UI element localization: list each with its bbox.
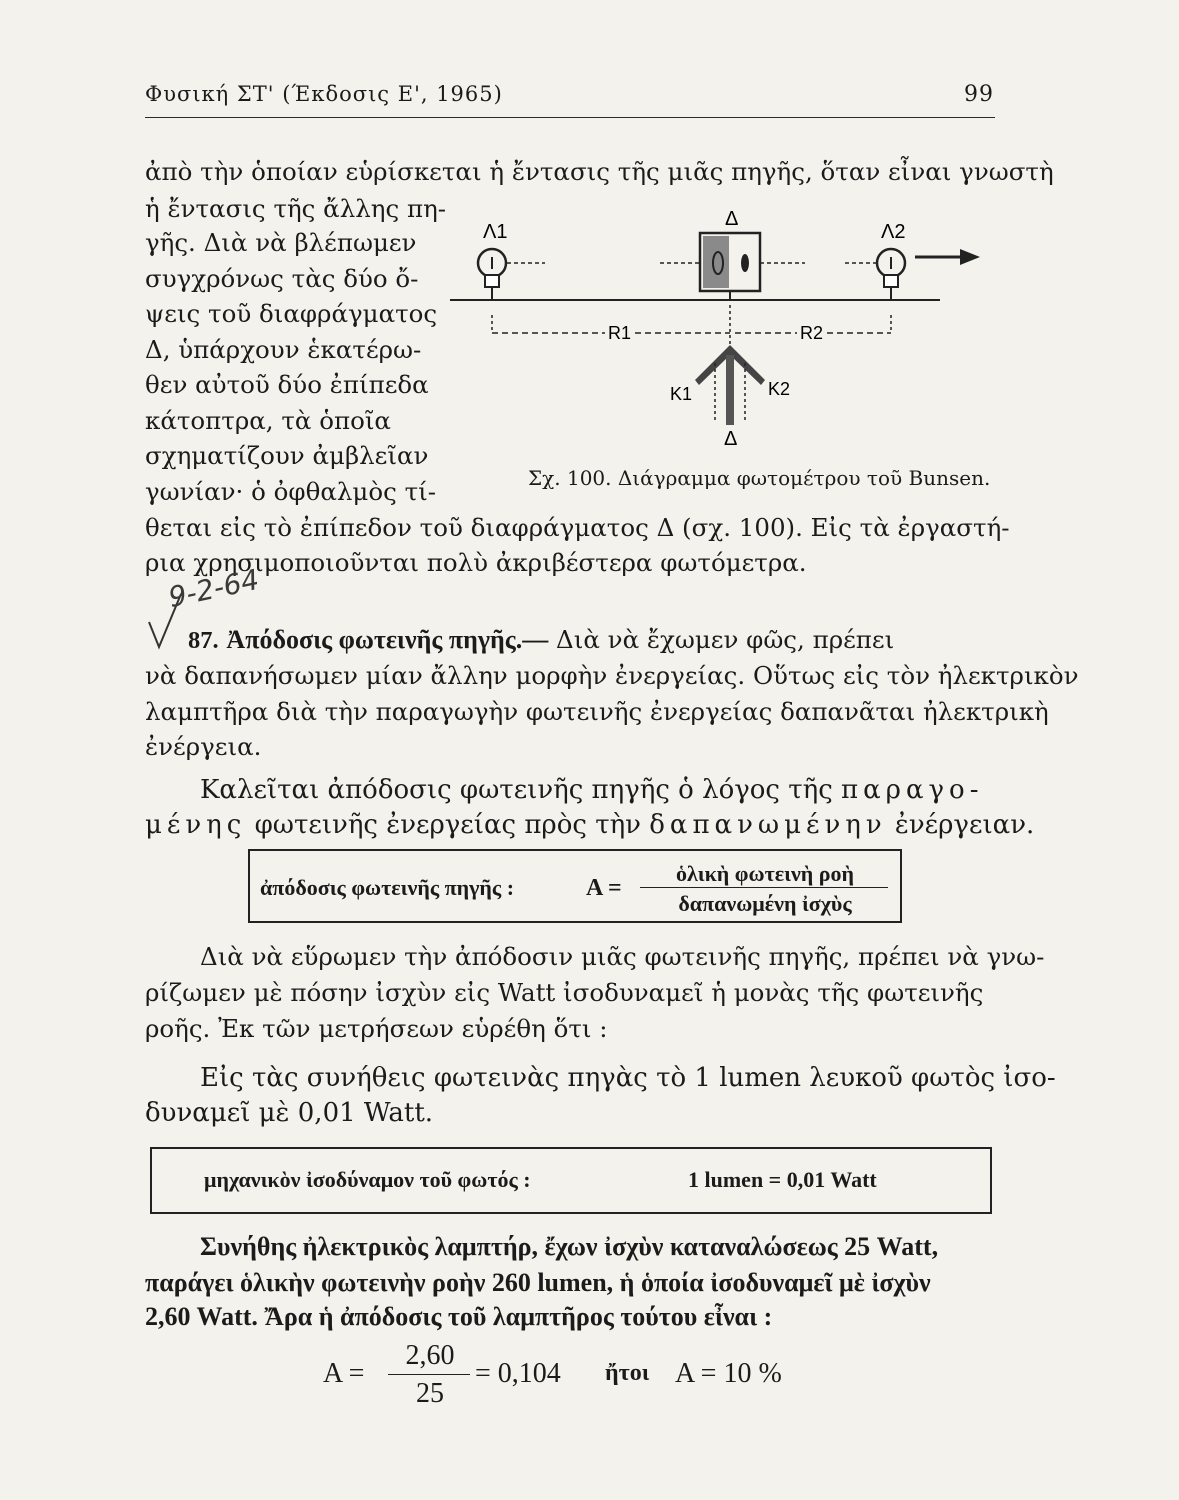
- distance-r2-label: R2: [800, 323, 824, 343]
- definition-line-2: [145, 812, 1034, 838]
- intro-wrap-6: θεν αὐτοῦ δύο ἐπίπεδα: [145, 370, 429, 399]
- result-connector: ἤτοι: [605, 1360, 650, 1386]
- header-rule: [145, 117, 995, 118]
- definition-text-2a: μένης: [145, 810, 247, 840]
- intro-wrap-2: γῆς. Διὰ νὰ βλέπωμεν: [145, 228, 417, 257]
- intro-wrap-3: συγχρόνως τὰς δύο ὄ-: [145, 264, 419, 293]
- intro-wrap-8: σχηματίζουν ἀμβλεῖαν: [145, 441, 429, 470]
- section-87-line-3: λαμπτῆρα διὰ τὴν παραγωγὴν φωτεινῆς ἐνεργείας δαπανᾶται ἠλεκτρικὴ: [145, 697, 1049, 726]
- example-line-2: παράγει ὁλικὴν φωτεινὴν ροὴν 260 lumen, ἡ ὁποία ἰσοδυναμεῖ μὲ ἰσχὺν: [145, 1268, 931, 1297]
- intro-line-after-1: θεται εἰς τὸ ἐπίπεδον τοῦ διαφράγματος Δ (σχ. 100). Εἰς τὰ ἐργαστή-: [145, 513, 1010, 542]
- para2-line-2: ρίζωμεν μὲ πόσην ἰσχὺν εἰς Watt ἰσοδυναμεῖ ἡ μονὰς τῆς φωτεινῆς: [145, 978, 984, 1007]
- photometer-diagram: [445, 205, 985, 460]
- section-87-line-4: ἐνέργεια.: [145, 732, 262, 761]
- intro-wrap-4: ψεις τοῦ διαφράγματος: [145, 299, 438, 328]
- definition-text-2b: φωτεινῆς ἐνεργείας πρὸς τὴν: [254, 810, 641, 840]
- eye-label: Δ: [724, 428, 738, 450]
- efficiency-formula-denominator: δαπανωμένη ἰσχὺς: [678, 891, 852, 916]
- distance-r1-label: R1: [608, 323, 632, 343]
- definition-text-2d: ἐνέργειαν.: [894, 810, 1035, 840]
- para2-line-1: Διὰ νὰ εὕρωμεν τὴν ἀπόδοσιν μιᾶς φωτεινῆς πηγῆς, πρέπει νὰ γνω-: [200, 942, 1045, 971]
- efficiency-formula-label: ἀπόδοσις φωτεινῆς πηγῆς :: [260, 875, 515, 900]
- section-87-text-1: Διὰ νὰ ἔχωμεν φῶς, πρέπει: [556, 625, 895, 654]
- example-line-3: 2,60 Watt. Ἄρα ἡ ἀπόδοσις τοῦ λαμπτῆρος τούτου εἶναι :: [145, 1302, 773, 1331]
- para3-line-2: δυναμεῖ μὲ 0,01 Watt.: [145, 1098, 434, 1128]
- efficiency-formula-lhs: A =: [586, 875, 622, 901]
- lamp-2-icon: [845, 249, 905, 300]
- result-lhs: A =: [323, 1358, 365, 1389]
- mechanical-equivalent-box: [150, 1147, 992, 1214]
- mirror-1-label: K1: [670, 384, 693, 404]
- result-denominator: 25: [416, 1378, 444, 1409]
- running-title: Φυσική ΣΤ' (Έκδοσις Ε', 1965): [145, 82, 503, 106]
- mirrors-icon: [695, 305, 765, 425]
- handwritten-date: 9-2-64: [165, 562, 262, 615]
- definition-text-1a: Καλεῖται ἀπόδοσις φωτεινῆς πηγῆς ὁ λόγος τῆς: [200, 775, 833, 805]
- intro-wrap-9: γωνίαν· ὁ ὀφθαλμὸς τί-: [145, 477, 437, 506]
- example-line-1: Συνήθης ἠλεκτρικὸς λαμπτήρ, ἔχων ἰσχὺν καταναλώσεως 25 Watt,: [200, 1232, 939, 1261]
- section-87-line-2: νὰ δαπανήσωμεν μίαν ἄλλην μορφὴν ἐνεργείας. Οὕτως εἰς τὸν ἠλεκτρικὸν: [145, 661, 1079, 690]
- intro-wrap-1: ἡ ἔντασις τῆς ἄλλης πη-: [145, 194, 447, 223]
- diaphragm-icon: [660, 233, 805, 300]
- definition-text-2c: δαπανωμένην: [649, 810, 887, 840]
- intro-wrap-5: Δ, ὑπάρχουν ἑκατέρω-: [145, 335, 422, 364]
- intro-wrap-7: κάτοπτρα, τὰ ὁποῖα: [145, 406, 391, 435]
- figure-caption: Σχ. 100. Διάγραμμα φωτομέτρου τοῦ Bunsen.: [528, 466, 991, 490]
- lamp-1-label: Λ1: [483, 221, 508, 243]
- diaphragm-label: Δ: [725, 208, 739, 230]
- result-value: = 0,104: [475, 1358, 561, 1389]
- definition-text-1b: παραγο-: [841, 775, 984, 805]
- intro-line-1: ἀπὸ τὴν ὁποίαν εὑρίσκεται ἡ ἔντασις τῆς μιᾶς πηγῆς, ὅταν εἶναι γνωστὴ: [145, 157, 1054, 186]
- lamp-1-icon: [478, 249, 545, 300]
- lamp-2-label: Λ2: [881, 221, 906, 243]
- section-number: 87.: [188, 627, 219, 654]
- mirror-2-label: K2: [768, 379, 791, 399]
- result-numerator: 2,60: [405, 1340, 455, 1371]
- efficiency-formula-numerator: ὁλικὴ φωτεινὴ ροὴ: [675, 861, 855, 886]
- para2-line-3: ροῆς. Ἐκ τῶν μετρήσεων εὑρέθη ὅτι :: [145, 1014, 608, 1043]
- section-87-line-1: [145, 627, 894, 654]
- intro-line-after-2: ρια χρησιμοποιοῦνται πολὺ ἀκριβέστερα φωτόμετρα.: [145, 548, 807, 577]
- section-heading: Ἀπόδοσις φωτεινῆς πηγῆς.—: [226, 625, 549, 654]
- result-fraction-bar: [388, 1374, 470, 1375]
- mechanical-equivalent-label: μηχανικὸν ἰσοδύναμον τοῦ φωτός :: [204, 1167, 531, 1192]
- efficiency-formula-box: [248, 849, 902, 923]
- page-number: 99: [964, 82, 994, 107]
- result-percent: A = 10 %: [675, 1358, 782, 1389]
- mechanical-equivalent-value: 1 lumen = 0,01 Watt: [688, 1167, 877, 1192]
- para3-line-1: Εἰς τὰς συνήθεις φωτεινὰς πηγὰς τὸ 1 lumen λευκοῦ φωτὸς ἰσο-: [200, 1063, 1056, 1093]
- definition-line-1: [200, 777, 984, 803]
- page-header: [145, 80, 994, 114]
- efficiency-fraction-bar: [640, 887, 888, 888]
- arrow-right-icon: [915, 249, 980, 265]
